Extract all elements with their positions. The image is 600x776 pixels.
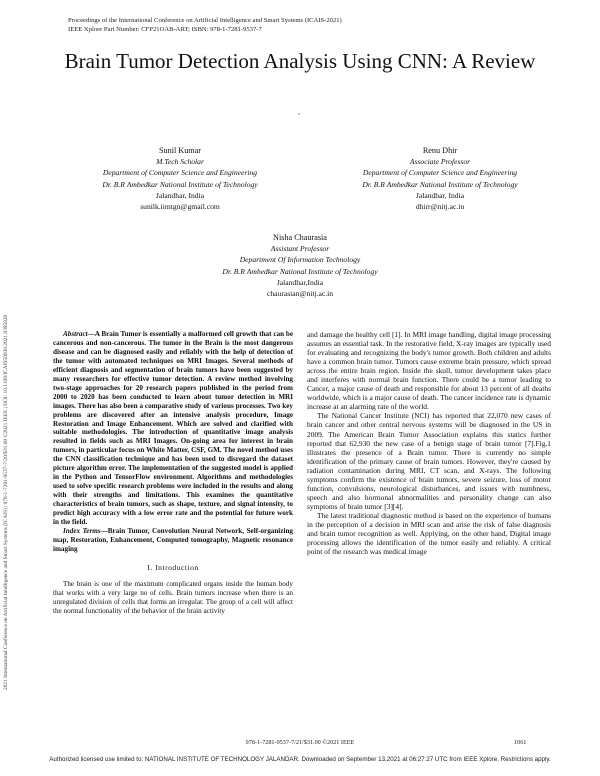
author-department: Department Of Information Technology xyxy=(239,255,361,265)
body-paragraph-3: The latest traditional diagnostic method is based on the experience of humans in the perception of a decision in MRI scan and arise the risk of false diagnosis and brain tumor recognition as well. Applying, on the other hand, Digital image processing allows the identification of the tumor easily and reliably. A critical point of the research was medical image xyxy=(307,510,551,557)
title-dot: • xyxy=(298,112,301,118)
abstract xyxy=(53,330,293,527)
author-role: M.Tech Scholar xyxy=(156,157,204,167)
conference-header xyxy=(68,16,342,34)
author-block-2 xyxy=(320,145,560,212)
body-paragraph-2: The National Cancer Institute (NCI) has reported that 22,070 new cases of brain cancer and other central nervous systems will be diagnosed in the US in 2009. The American Brain Tumor Association explains this statics further reported that 62,930 the new case of a benign stage of brain tumor [7].Fig.1 illustrates the presence of a Brain tumor. There is currently no simple identification of the primary cause of brain tumors. However, they're caused by radiation contamination during MRI, CT scan, and X-rays. The following symptoms confirm the existence of brain tumors, severe seizure, loss of motor function, convulsions, neurological disturbances, and issues with numbness, speech and also hormonal abnormalities and personality change can also symptoms of brain tumor [3][4]. xyxy=(307,411,551,511)
author-city: Jalandhar, India xyxy=(155,190,205,200)
paper-title: Brain Tumor Detection Analysis Using CNN: A Review xyxy=(64,49,536,73)
author-block-3 xyxy=(150,232,450,299)
license-line: Authorized licensed use limited to: NATIONAL INSTITUTE OF TECHNOLOGY JALANDAR. Downloaded on September 13,2021 at 06:27:27 UTC from IEEE Xplore. Restrictions apply. xyxy=(49,756,551,763)
index-terms-label: Index Terms xyxy=(63,526,101,535)
author-email[interactable]: sunilk.iimtgn@gmail.com xyxy=(140,202,220,212)
conference-line-1: Proceedings of the International Conference on Artificial Intelligence and Smart Systems (ICAIS-2021) xyxy=(68,17,342,24)
index-terms xyxy=(53,527,293,554)
author-institute: Dr. B.R Ambedkar National Institute of Technology xyxy=(362,179,518,189)
conference-line-2: IEEE Xplore Part Number: CFP21OAB-ART; ISBN: 978-1-7281-9537-7 xyxy=(68,26,262,33)
author-department: Department of Computer Science and Engineering xyxy=(102,168,258,178)
intro-paragraph: The brain is one of the maximum complicated organs inside the human body that works with a very large no of cells. Brain tumors increase when there is an unregulated division of cells that forms an irregular. The group of a cell will affect the normal functionality of the behavior of the brain activity xyxy=(53,579,293,615)
author-block-1 xyxy=(60,145,300,212)
author-role: Assistant Professor xyxy=(270,244,330,254)
index-terms-text: —Brain Tumor, Convolution Neural Network, Self-organizing map, Restoration, Enhancement, Computed tomography, Magnetic resonance imaging xyxy=(53,526,293,553)
page-number: 1061 xyxy=(514,739,527,746)
author-city: Jalandhar,India xyxy=(276,277,324,287)
author-department: Department of Computer Science and Engineering xyxy=(362,168,518,178)
right-column xyxy=(307,330,551,556)
author-name: Sunil Kumar xyxy=(158,146,202,155)
abstract-text: —A Brain Tumor is essentially a malformed cell growth that can be cancerous and non-cancerous. The tumor in the Brain is the most dangerous disease and can be diagnosed easily and reliably with the help of detection of the tumor with automated techniques on MRI Images. Several methods of efficient diagnosis and segmentation of brain tumors have been suggested by many researchers for effective tumor detection. A review method involving two-stage approaches for 20 research papers published in the period from 2000 to 2020 has been conducted to learn about tumor detection in MRI images. There has also been a comparative study of various processes. Two key problems are discovered after an intensive analysis procedure, Image Restoration and Image Enhancement. Which are solved and clarified with suitable methodologies. The introduction of quantitative image analysis resulted in fields such as MRI Images. On-going area for interest in brain tumors, in particular focus on White Matter, CSF, GM. The novel method uses the CNN classification technique and has been used to disregard the dataset picture algorithm error. The implementation of the suggested model is applied in the Python and TensorFlow environment. Algorithms and methodologies used to solve specific research problems were included in the results and along with their strengths and limitations. This examines the quantitative characteristics of brain tumors, such as shape, texture, and signal intensity, to predict high accuracy with a low error rate and the potential for future work in the field. xyxy=(53,330,293,527)
body-paragraph-1: and damage the healthy cell [1]. In MRI image handling, digital image processing assumes an essential task. In the restorative field, X-ray images are typically used for evaluating and recognizing the body's tumor growth. Both children and adults have a common brain tumor. Tumors cause extreme brain pressure, which spread across the entire brain region. Inside the skull, tumor development takes place and interferes with normal brain function. There could be a tumor leading to Cancer, a major cause of death and responsible for about 13 percent of all deaths worldwide, which is a major cause of death. The cancer incidence rate is dynamic increase at an alarming rate of the world. xyxy=(307,330,551,412)
author-email[interactable]: dhirr@nitj.ac.in xyxy=(415,202,465,212)
author-role: Associate Professor xyxy=(409,157,471,167)
author-city: Jalandhar, India xyxy=(415,190,465,200)
sidebar-citation xyxy=(3,90,13,690)
sidebar-citation-text: 2021 International Conference on Artificial Intelligence and Smart Systems (ICAIS) | 978-1-7281-9537-7/20/$31.00 ©2021 IEEE | DOI: 10.1109/ICAIS50930.2021.9395920 xyxy=(3,314,9,690)
author-name: Renu Dhir xyxy=(422,146,458,155)
abstract-label: Abstract xyxy=(63,330,88,338)
footer-copyright: 978-1-7281-9537-7/21/$31.00 ©2021 IEEE xyxy=(245,739,355,746)
left-column xyxy=(53,330,293,616)
section-heading: I. Introduction xyxy=(147,562,199,572)
author-email[interactable]: chaurasian@nitj.ac.in xyxy=(266,289,334,299)
author-institute: Dr. B.R Ambedkar National Institute of Technology xyxy=(222,266,378,276)
author-institute: Dr. B.R Ambedkar National Institute of Technology xyxy=(102,179,258,189)
author-name: Nisha Chaurasia xyxy=(273,233,327,242)
